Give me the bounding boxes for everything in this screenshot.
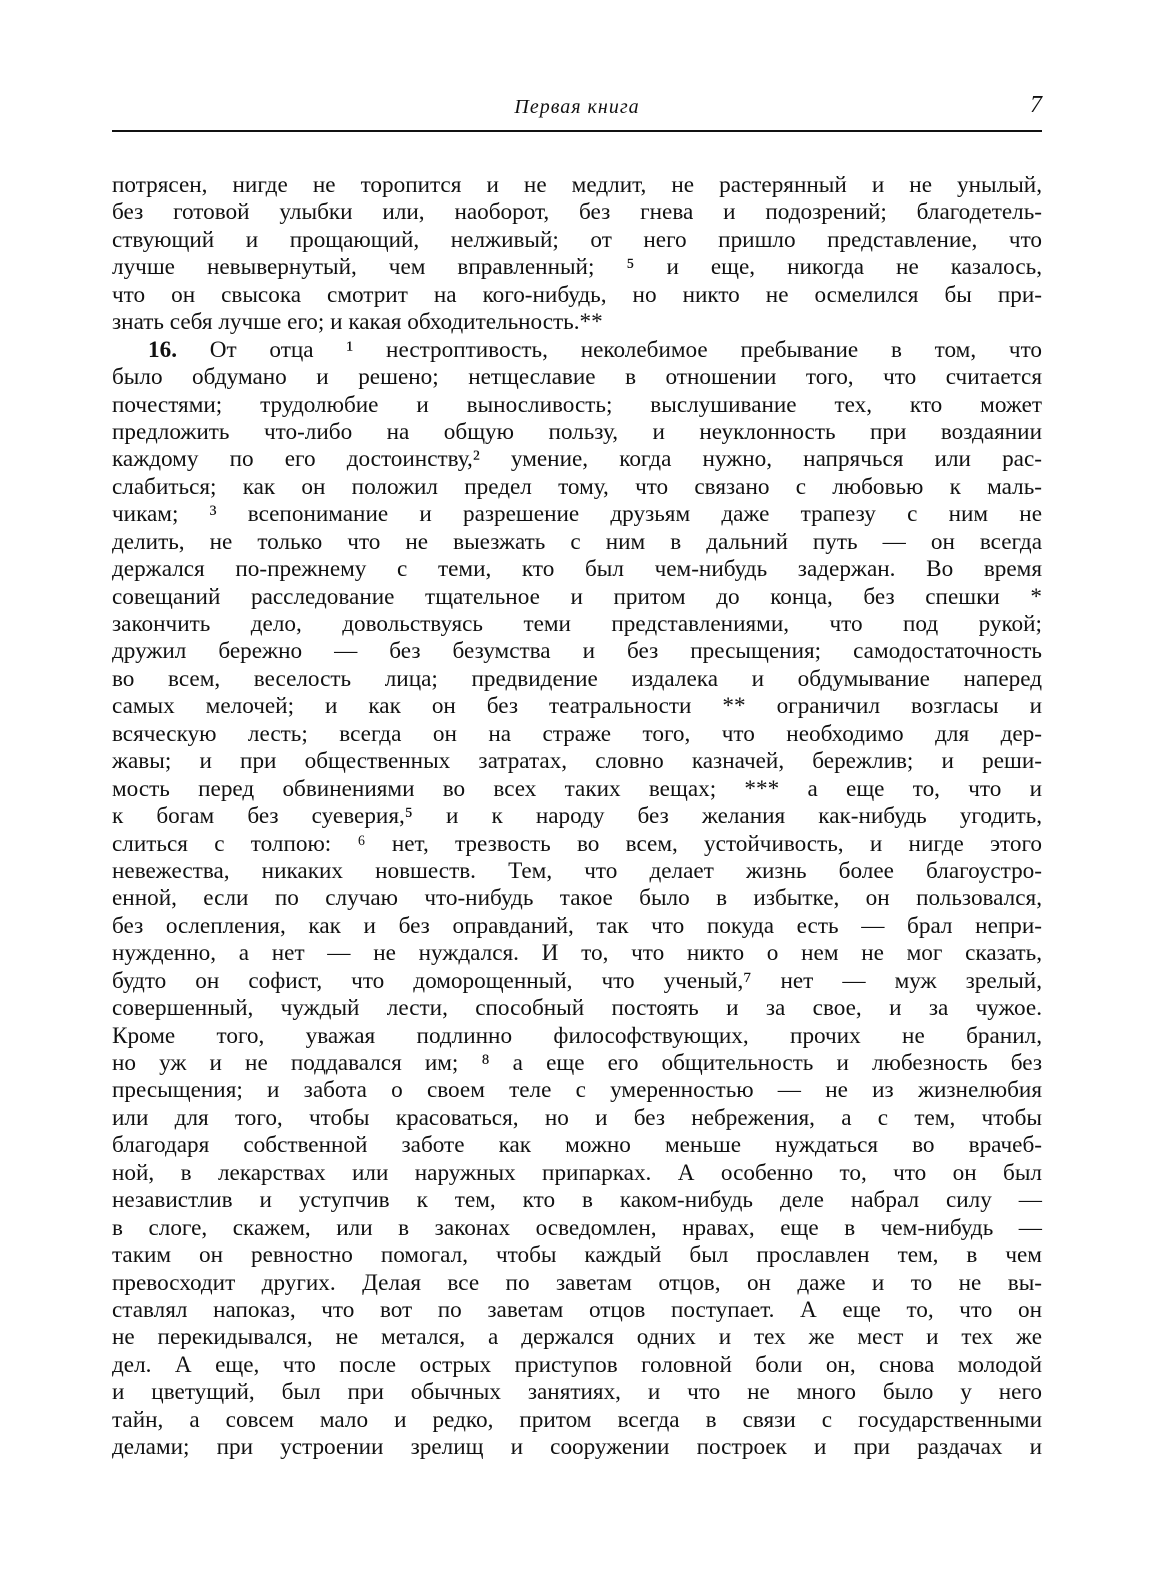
text-line: будто он софист, что доморощенный, что ученый,⁷ нет — муж зрелый, <box>112 967 1042 994</box>
text-line: самых мелочей; и как он без театральности ** ограничил возгласы и <box>112 693 1042 720</box>
text-line: независтлив и уступчив к тем, кто в каком-нибудь деле набрал силу — <box>112 1187 1042 1214</box>
text-line: мость перед обвинениями во всех таких вещах; *** а еще то, что и <box>112 775 1042 802</box>
text-line: без ослепления, как и без оправданий, так что покуда есть — брал непри- <box>112 912 1042 939</box>
text-line: было обдумано и решено; нетщеславие в отношении того, что считается <box>112 364 1042 391</box>
text-line: почестями; трудолюбие и выносливость; выслушивание тех, кто может <box>112 391 1042 418</box>
text-line: или для того, чтобы красоваться, но и без небрежения, а с тем, чтобы <box>112 1104 1042 1131</box>
text-line: ствующий и прощающий, нелживый; от него пришло представление, что <box>112 226 1042 253</box>
text-line: пресыщения; и забота о своем теле с умеренностью — не из жизнелюбия <box>112 1077 1042 1104</box>
text-line: совещаний расследование тщательное и притом до конца, без спешки * <box>112 583 1042 610</box>
text-line: к богам без суеверия,⁵ и к народу без желания как-нибудь угодить, <box>112 803 1042 830</box>
text-line: не перекидывался, не метался, а держался одних и тех же мест и тех же <box>112 1324 1042 1351</box>
text-line: всяческую лесть; всегда он на страже того, что необходимо для дер- <box>112 720 1042 747</box>
text-line: знать себя лучше его; и какая обходительность.** <box>112 309 603 336</box>
text-line: Кроме того, уважая подлинно философствующих, прочих не бранил, <box>112 1022 1042 1049</box>
text-line: дел. А еще, что после острых приступов головной боли он, снова молодой <box>112 1351 1042 1378</box>
paragraph-first-line <box>112 337 1042 364</box>
text-line: превосходит других. Делая все по заветам отцов, он даже и то не вы- <box>112 1269 1042 1296</box>
running-title: Первая книга <box>514 96 640 118</box>
text-line: ной, в лекарствах или наружных припарках. А особенно то, что он был <box>112 1159 1042 1186</box>
text-line: невежества, никаких новшеств. Тем, что делает жизнь более благоустро- <box>112 857 1042 884</box>
text-line: ставлял напоказ, что вот по заветам отцов поступает. А еще то, что он <box>112 1296 1042 1323</box>
text-line: делить, не только что не выезжать с ним в дальний путь — он всегда <box>112 528 1042 555</box>
text-line: совершенный, чуждый лести, способный постоять и за свое, и за чужое. <box>112 995 1042 1022</box>
page-number: 7 <box>1030 92 1042 118</box>
text-line: потрясен, нигде не торопится и не медлит, не растерянный и не унылый, <box>112 172 1042 198</box>
text-line: тайн, а совсем мало и редко, притом всегда в связи с государственными <box>112 1406 1042 1433</box>
text-line: нужденно, а нет — не нуждался. И то, что никто о нем не мог сказать, <box>112 940 1042 967</box>
text-line: закончить дело, довольствуясь теми представлениями, что под рукой; <box>112 611 1042 637</box>
text-line: в слоге, скажем, или в законах осведомлен, нравах, еще в чем-нибудь — <box>112 1214 1042 1241</box>
text-line: предложить что-либо на общую пользу, и неуклонность при воздаянии <box>112 418 1042 445</box>
text-line: лучше невывернутый, чем вправленный; ⁵ и еще, никогда не казалось, <box>112 254 1042 281</box>
text-line: дружил бережно — без безумства и без пресыщения; самодостаточность <box>112 638 1042 665</box>
running-head <box>112 92 1042 126</box>
text-line: каждому по его достоинству,² умение, когда нужно, напрячься или рас- <box>112 446 1042 473</box>
section-number: 16. <box>148 336 177 363</box>
text-line: енной, если по случаю что-нибудь такое было в избытке, он пользовался, <box>112 885 1042 912</box>
text-line: чикам; ³ всепонимание и разрешение друзьям даже трапезу с ним не <box>112 501 1042 528</box>
text-line: но уж и не поддавался им; ⁸ а еще его общительность и любезность без <box>112 1050 1042 1076</box>
text-line: во всем, веселость лица; предвидение издалека и обдумывание наперед <box>112 665 1042 692</box>
text-line: и цветущий, был при обычных занятиях, и что не много было у него <box>112 1379 1042 1406</box>
header-rule <box>112 130 1042 132</box>
text-line: таким он ревностно помогал, чтобы каждый был прославлен тем, в чем <box>112 1242 1042 1269</box>
text-line: благодаря собственной заботе как можно меньше нуждаться во врачеб- <box>112 1132 1042 1159</box>
text-line: держался по-прежнему с теми, кто был чем-нибудь задержан. Во время <box>112 556 1042 583</box>
body-text <box>112 172 1042 1462</box>
text-line: без готовой улыбки или, наоборот, без гнева и подозрений; благодетель- <box>112 199 1042 226</box>
text-line: делами; при устроении зрелищ и сооружении построек и при раздачах и <box>112 1434 1042 1461</box>
text-line: что он свысока смотрит на кого-нибудь, но никто не осмелился бы при- <box>112 281 1042 308</box>
text-line: слабиться; как он положил предел тому, что связано с любовью к маль- <box>112 473 1042 500</box>
text-line: От отца ¹ нестроптивость, неколебимое пребывание в том, что <box>209 336 1042 363</box>
text-line: слиться с толпою: ⁶ нет, трезвость во всем, устойчивость, и нигде этого <box>112 830 1042 857</box>
text-line: жавы; и при общественных затратах, словно казначей, бережлив; и реши- <box>112 748 1042 775</box>
